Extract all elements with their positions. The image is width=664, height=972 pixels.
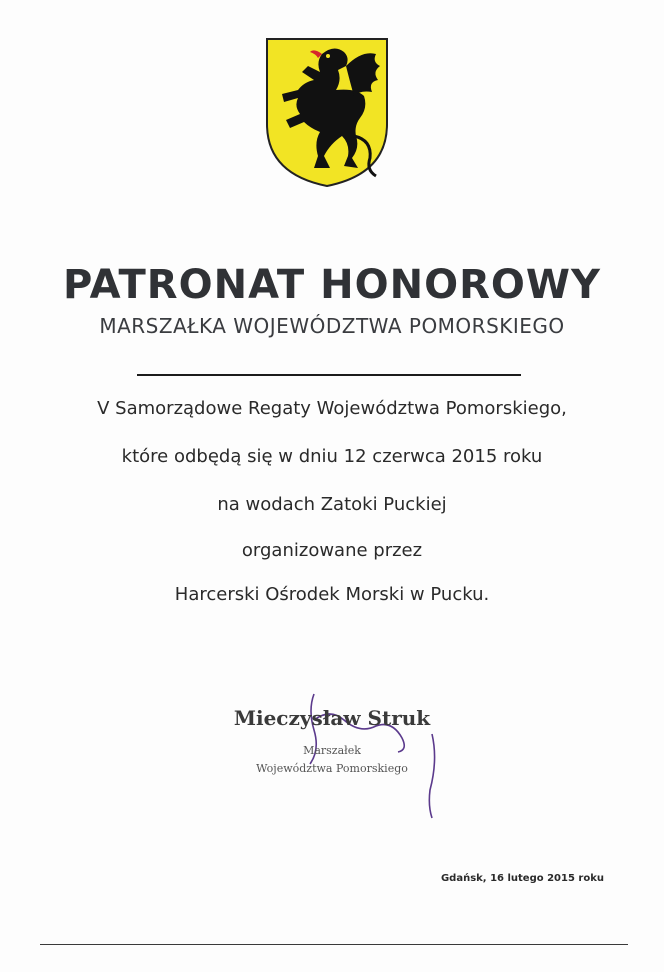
body-line-1: V Samorządowe Regaty Województwa Pomorskiego, xyxy=(97,398,567,419)
document-title: PATRONAT HONOROWY xyxy=(63,262,601,308)
coat-of-arms-griffin-icon xyxy=(264,36,390,188)
title-divider xyxy=(137,374,521,376)
signatory-name: Mieczysław Struk xyxy=(233,706,431,730)
signatory-role-line2: Województwa Pomorskiego xyxy=(256,762,408,775)
body-line-5: Harcerski Ośrodek Morski w Pucku. xyxy=(174,584,490,605)
body-line-3: na wodach Zatoki Puckiej xyxy=(217,494,447,515)
body-line-2: które odbędą się w dniu 12 czerwca 2015 roku xyxy=(121,446,543,467)
document-date: Gdańsk, 16 lutego 2015 roku xyxy=(440,873,604,884)
footer-divider xyxy=(40,944,628,945)
document-subtitle: MARSZAŁKA WOJEWÓDZTWA POMORSKIEGO xyxy=(99,314,565,338)
signatory-role-line1: Marszałek xyxy=(303,744,361,757)
body-line-4: organizowane przez xyxy=(241,540,423,561)
